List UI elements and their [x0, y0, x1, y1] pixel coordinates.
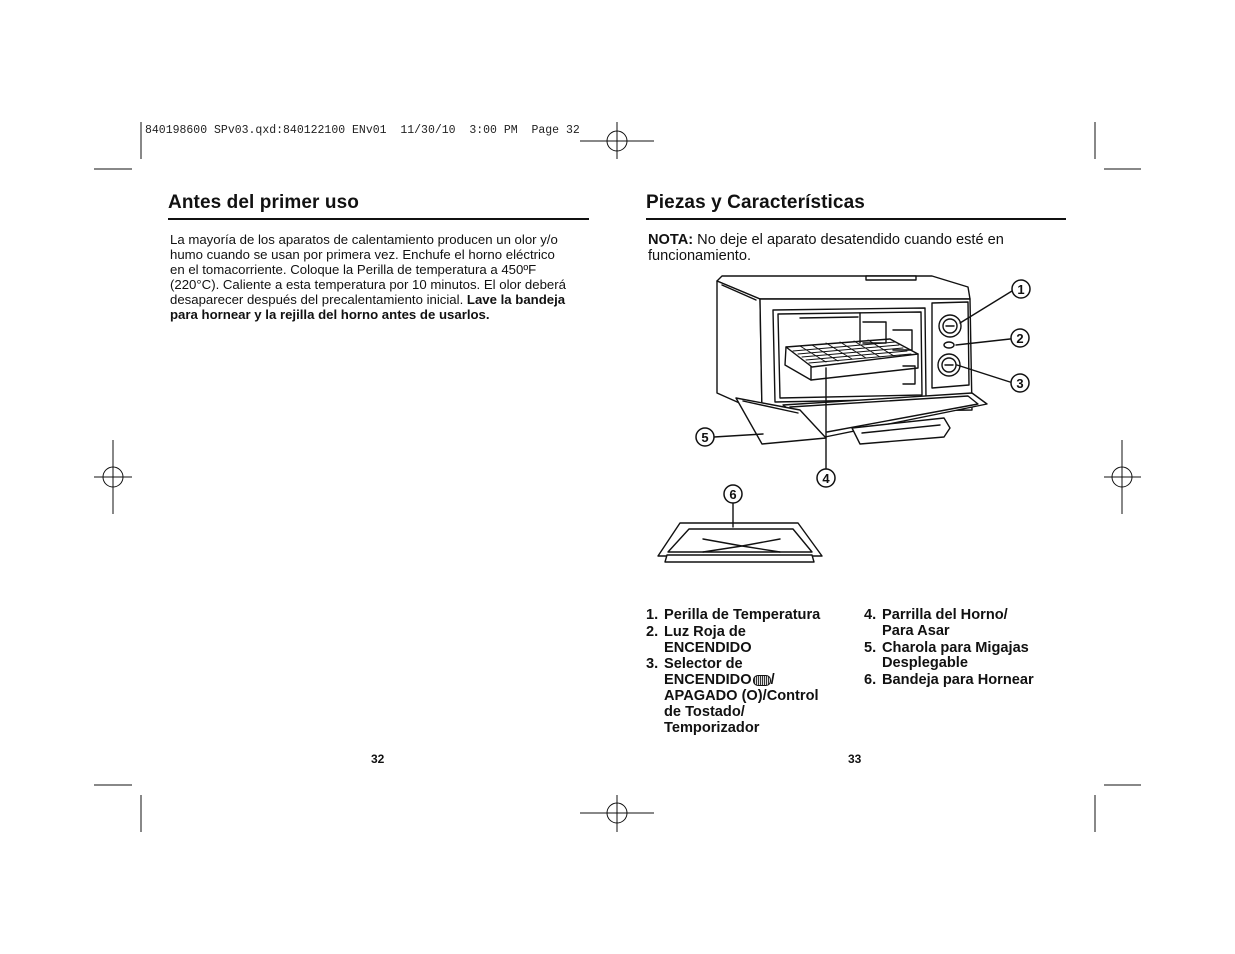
section-title-piezas: Piezas y Características [646, 192, 1066, 220]
part-item-3 [646, 657, 851, 736]
callout-1: 1 [1017, 282, 1025, 297]
callout-5: 5 [701, 430, 709, 445]
part-label [882, 608, 1064, 640]
part-num: 3. [646, 656, 659, 673]
part-label [882, 641, 1064, 673]
part-line: Charola para Migajas [882, 639, 1029, 656]
body-line-5-bold: Lave la bandeja [466, 291, 566, 307]
part-item-1 [646, 608, 851, 624]
part-num: 5. [864, 639, 877, 656]
nota-label: NOTA: [648, 232, 694, 248]
part-num: 6. [864, 672, 877, 689]
part-item-6 [864, 673, 1064, 689]
callout-2: 2 [1016, 331, 1024, 346]
part-line: ENCENDIDO [664, 639, 752, 656]
section-title-antes: Antes del primer uso [168, 192, 589, 220]
part-num: 2. [646, 623, 659, 640]
part-line: Parrilla del Horno/ [882, 607, 1008, 623]
body-line-2: humo cuando se usan por primera vez. Enchufe el horno eléctrico [170, 246, 555, 262]
part-line: de Tostado/ [664, 703, 745, 720]
nota-text-1: No deje el aparato desatendido cuando esté en [693, 232, 1004, 248]
part-line: Luz Roja de [664, 623, 746, 640]
part-num: 1. [646, 607, 659, 623]
part-line: APAGADO (O)/Control [664, 687, 819, 704]
part-num: 4. [864, 607, 877, 623]
callout-6: 6 [729, 487, 737, 502]
page-number-left: 32 [371, 752, 385, 766]
part-item-5 [864, 641, 1064, 673]
part-line: Desplegable [882, 655, 968, 672]
part-label [664, 625, 851, 657]
page-number-right: 33 [848, 752, 862, 766]
part-line: ENCENDIDO [664, 672, 752, 689]
body-line-1: La mayoría de los aparatos de calentamiento producen un olor y/o [170, 232, 558, 247]
body-line-4: (220°C). Caliente a esta temperatura por 10 minutos. El olor deberá [170, 276, 566, 292]
part-line: Temporizador [664, 719, 760, 736]
file-slug: 840198600 SPv03.qxd:840122100 ENv01 11/30/10 3:00 PM Page 32 [145, 124, 580, 137]
part-label: Bandeja para Hornear [882, 672, 1034, 689]
part-label [664, 657, 851, 736]
part-line: / [770, 672, 775, 689]
callout-3: 3 [1016, 376, 1024, 391]
body-line-3: en el tomacorriente. Coloque la Perilla de temperatura a 450ºF [170, 261, 537, 277]
part-line: Para Asar [882, 622, 950, 639]
nota-text-2: funcionamiento. [648, 247, 752, 264]
body-line-5: desaparecer después del precalentamiento inicial. [170, 291, 467, 307]
part-line: Selector de [664, 656, 743, 673]
body-line-6-bold: para hornear y la rejilla del horno antes de usarlos. [170, 306, 490, 322]
part-item-2 [646, 625, 851, 657]
toast-setting-icon [753, 675, 771, 686]
part-label: Perilla de Temperatura [664, 607, 821, 623]
part-item-4 [864, 608, 1064, 640]
callout-4: 4 [822, 471, 830, 486]
parts-list-left [646, 608, 851, 737]
parts-list-right [864, 608, 1064, 690]
